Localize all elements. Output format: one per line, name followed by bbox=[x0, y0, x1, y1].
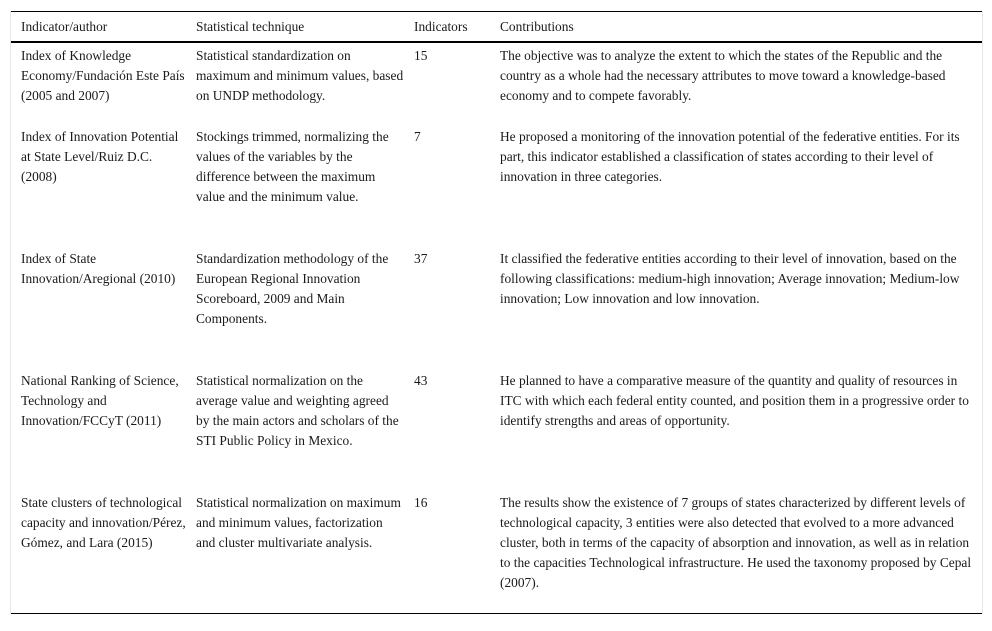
table-row bbox=[11, 124, 982, 246]
header-row bbox=[11, 12, 982, 43]
cell-indicator-author: Index of State Innovation/Aregional (2010) bbox=[21, 251, 176, 286]
cell-indicators: 37 bbox=[414, 251, 428, 266]
cell-indicators: 16 bbox=[414, 495, 428, 510]
cell-technique: Stockings trimmed, normalizing the values of the variables by the difference between the maximum value and the minimum value. bbox=[196, 129, 389, 204]
table-row bbox=[11, 246, 982, 368]
cell-technique: Statistical standardization on maximum and minimum values, based on UNDP methodology. bbox=[196, 48, 404, 103]
indicators-table-container bbox=[10, 11, 983, 614]
table-row bbox=[11, 42, 982, 124]
cell-contributions: The objective was to analyze the extent to which the states of the Republic and the country as a whole had the necessary attributes to move toward a knowledge-based economy and to compete favorably. bbox=[500, 48, 946, 103]
cell-contributions: The results show the existence of 7 groups of states characterized by different levels of technological capacity, 3 entities were also detected that evolved to a more advanced cluster, both in terms of the capacity of absorption and innovation, as well as in relation to the capacities Technological infrastructure. He used the taxonomy proposed by Cepal (2007). bbox=[500, 495, 972, 590]
column-header-indicators: Indicators bbox=[414, 18, 468, 34]
indicators-table bbox=[11, 11, 982, 614]
table-body bbox=[11, 42, 982, 613]
column-header-indicator-author: Indicator/author bbox=[21, 18, 108, 34]
cell-contributions: He proposed a monitoring of the innovation potential of the federative entities. For its part, this indicator established a classification of states according to their level of innovation in three categories. bbox=[500, 129, 960, 184]
column-header-statistical-technique: Statistical technique bbox=[196, 18, 305, 34]
cell-indicators: 7 bbox=[414, 129, 421, 144]
table-row bbox=[11, 368, 982, 490]
cell-indicator-author: Index of Knowledge Economy/Fundación Este País (2005 and 2007) bbox=[21, 48, 185, 103]
cell-contributions: He planned to have a comparative measure of the quantity and quality of resources in ITC with which each federal entity counted, and position them in a progressive order to identify strengths and areas of opportunity. bbox=[500, 373, 969, 428]
cell-indicators: 15 bbox=[414, 48, 428, 63]
column-header-contributions: Contributions bbox=[500, 18, 574, 34]
cell-indicators: 43 bbox=[414, 373, 428, 388]
cell-contributions: It classified the federative entities according to their level of innovation, based on the following classifications: medium-high innovation; Average innovation; Medium-low innovation; Low innovation and low innovation. bbox=[500, 251, 960, 306]
cell-technique: Statistical normalization on maximum and minimum values, factorization and cluster multivariate analysis. bbox=[196, 495, 401, 550]
cell-technique: Statistical normalization on the average value and weighting agreed by the main actors and scholars of the STI Public Policy in Mexico. bbox=[196, 373, 399, 448]
cell-indicator-author: Index of Innovation Potential at State Level/Ruiz D.C. (2008) bbox=[21, 129, 179, 184]
cell-technique: Standardization methodology of the European Regional Innovation Scoreboard, 2009 and Main Components. bbox=[196, 251, 389, 326]
cell-indicator-author: State clusters of technological capacity and innovation/Pérez, Gómez, and Lara (2015) bbox=[21, 495, 186, 550]
table-row bbox=[11, 490, 982, 613]
table-header bbox=[11, 12, 982, 43]
cell-indicator-author: National Ranking of Science, Technology and Innovation/FCCyT (2011) bbox=[21, 373, 179, 428]
